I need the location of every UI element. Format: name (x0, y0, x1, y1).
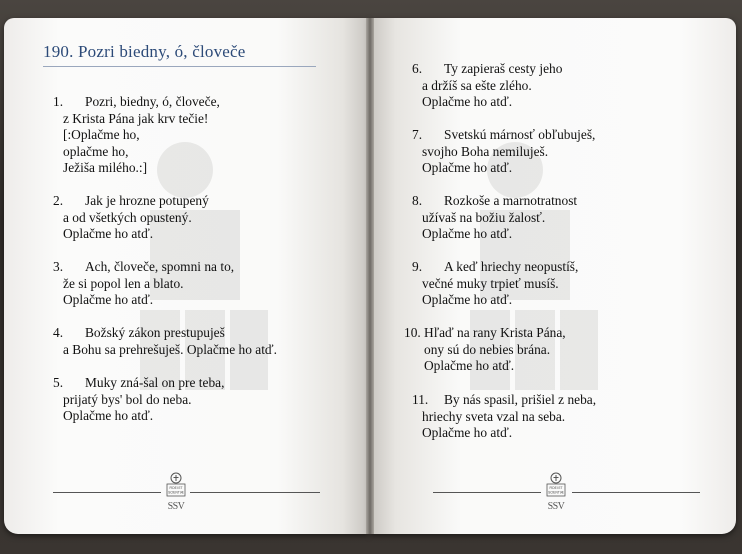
left-footer-rule-b (190, 492, 320, 493)
song-title: 190. Pozri biedny, ó, človeče (43, 42, 246, 61)
stanza-number: 11. (412, 392, 429, 407)
stanza (53, 325, 277, 358)
stanza-number: 7. (412, 127, 423, 142)
right-footer-rule-a (433, 492, 541, 493)
stanza-line: z Krista Pána jak krv tečie! (63, 110, 209, 126)
title-divider (43, 66, 316, 67)
stanza-line: oplačme ho, (63, 143, 129, 159)
stanza-line-text: Rozkoše a marnotratnost (444, 193, 578, 208)
logo-label-1: FIDEI ET (169, 486, 183, 490)
stanza-line: Oplačme ho atď. (422, 292, 513, 308)
stanza-number: 4. (53, 325, 64, 340)
stanza (412, 392, 596, 442)
stanza-first-line (412, 392, 596, 409)
stanza-number: 10. (404, 325, 421, 340)
stanza-line: prijatý bys' bol do neba. (63, 391, 192, 407)
stanza-line: ony sú do nebies brána. (424, 341, 551, 357)
stanza-line: že si popol len a blato. (63, 275, 184, 291)
stanza (53, 94, 220, 177)
logo-letters: SSV (547, 501, 565, 512)
stanza-number: 5. (53, 375, 64, 390)
stanza-line: Oplačme ho atď. (63, 292, 154, 308)
stanza-line: večné muky trpieť musíš. (422, 275, 559, 291)
stanza (53, 259, 234, 309)
stanza-line: Oplačme ho atď. (422, 94, 513, 110)
stanza-number: 3. (53, 259, 64, 274)
stanza-first-line (404, 325, 566, 342)
stanza-number: 2. (53, 193, 64, 208)
stanza-first-line (53, 325, 277, 342)
stanza-line: hriechy sveta vzal na seba. (422, 408, 566, 424)
stanza-line-text: Muky zná-šal on pre teba, (85, 375, 225, 390)
stanza-line: Oplačme ho atď. (424, 358, 515, 374)
stanza-line: a od všetkých opustený. (63, 209, 192, 225)
stanza (412, 259, 578, 309)
stanza-first-line (53, 94, 220, 111)
ssv-logo-right (544, 472, 568, 516)
ssv-logo-left (164, 472, 188, 516)
logo-label-1: FIDEI ET (549, 486, 563, 490)
stanza-line-text: Jak je hrozne potupený (85, 193, 209, 208)
stanza-number: 1. (53, 94, 64, 109)
stanza-number: 6. (412, 61, 423, 76)
logo-label-2: SCIENTIÆ (548, 490, 564, 495)
stanza-line: Oplačme ho atď. (422, 226, 513, 242)
stanza-first-line (53, 375, 224, 392)
stanza-line: [:Oplačme ho, (63, 127, 140, 143)
stanza-line-text: By nás spasil, prišiel z neba, (444, 392, 597, 407)
stanza-line-text: Božský zákon prestupuješ (85, 325, 225, 340)
stanza-first-line (412, 259, 578, 276)
right-footer-rule-b (572, 492, 700, 493)
stanza-line: užívaš na božiu žalosť. (422, 209, 546, 225)
stanza-line-text: Svetskú márnosť obľubuješ, (444, 127, 596, 142)
stanza-first-line (412, 61, 562, 78)
stanza-line-text: Ach, človeče, spomni na to, (85, 259, 235, 274)
stanza-line: Oplačme ho atď. (422, 160, 513, 176)
stanza (404, 325, 566, 375)
stanza-line-text: Ty zapieraš cesty jeho (444, 61, 563, 76)
stanza (412, 61, 562, 111)
stanza (412, 127, 595, 177)
stanza (412, 193, 577, 243)
stanza-number: 9. (412, 259, 423, 274)
stanza-line: a Bohu sa prehrešuješ. Oplačme ho atď. (63, 341, 277, 357)
stanza-line: Oplačme ho atď. (63, 226, 154, 242)
stanza-line-text: Hľaď na rany Krista Pána, (424, 325, 566, 340)
stanza-line: svojho Boha nemiluješ. (422, 143, 549, 159)
left-footer-rule-a (53, 492, 161, 493)
stanza-line: Oplačme ho atď. (63, 408, 154, 424)
book-spine (366, 18, 374, 534)
stanza-line: Ježiša milého.:] (63, 160, 148, 176)
stanza-line-text: A keď hriechy neopustíš, (444, 259, 579, 274)
stanza-line: Oplačme ho atď. (422, 425, 513, 441)
stanza-first-line (53, 193, 209, 210)
stanza-first-line (53, 259, 234, 276)
stanza (53, 375, 224, 425)
logo-letters: SSV (167, 501, 185, 512)
stanza-first-line (412, 127, 595, 144)
stanza-first-line (412, 193, 577, 210)
stanza-line-text: Pozri, biedny, ó, človeče, (85, 94, 220, 109)
stanza-line: a držíš sa ešte zlého. (422, 77, 532, 93)
stanza (53, 193, 209, 243)
logo-label-2: SCIENTIÆ (168, 490, 184, 495)
stanza-number: 8. (412, 193, 423, 208)
